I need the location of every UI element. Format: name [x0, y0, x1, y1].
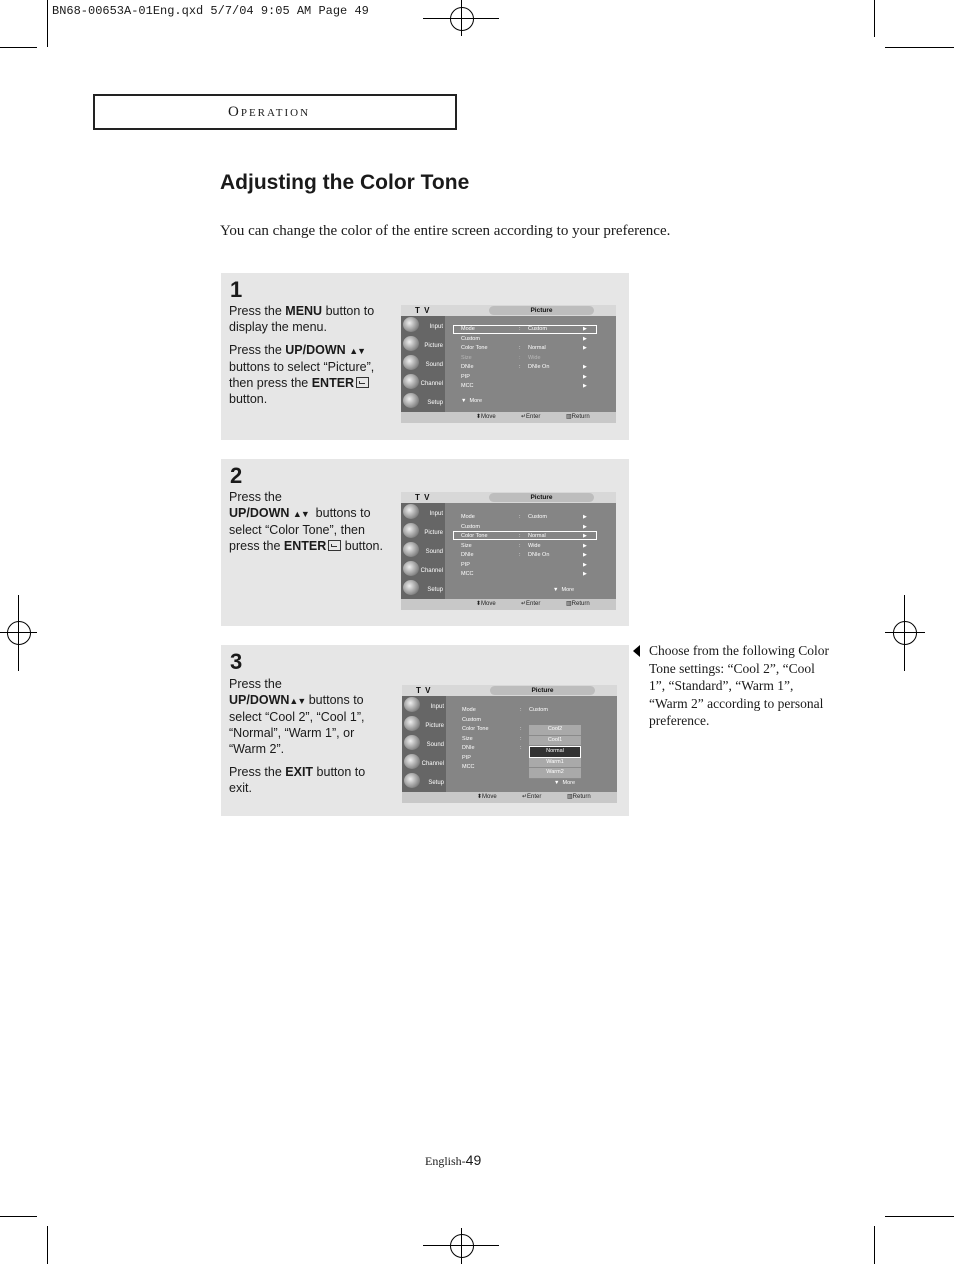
osd-selection-highlight	[453, 531, 597, 540]
input-icon	[403, 504, 419, 519]
side-item-label: Picture	[424, 530, 443, 536]
input-icon	[403, 317, 419, 332]
osd-row-key: Custom	[461, 335, 480, 342]
step-instructions: Press the UP/DOWN ▲▼ buttons to select “Color Tone”, then press the ENTER button.	[229, 490, 383, 553]
step-number: 2	[230, 463, 243, 488]
osd-row-key: Size	[462, 735, 473, 742]
picture-icon	[403, 336, 419, 351]
step-instructions: Press the MENU button to display the menu. Press the UP/DOWN ▲▼ buttons to select “Picture”, then press the ENTER button.	[229, 304, 375, 406]
osd-help-bar	[401, 412, 616, 423]
step-number: 3	[230, 649, 243, 674]
side-note: Choose from the following Color Tone settings: “Cool 2”, “Cool 1”, “Standard”, “Warm 1”, “Warm 2” according to personal preference.	[649, 643, 829, 728]
osd-row-value: Custom	[529, 707, 548, 713]
enter-icon	[356, 377, 369, 388]
side-item-label: Setup	[427, 400, 443, 406]
osd-row-key: Color Tone	[461, 345, 488, 351]
crop-mark	[0, 47, 37, 48]
side-item-label: Sound	[425, 362, 443, 368]
crop-mark	[461, 1228, 462, 1264]
crop-mark	[0, 1216, 37, 1217]
osd-row-key: Custom	[462, 716, 481, 723]
picture-icon	[404, 716, 420, 731]
enter-hint: ↵ Enter	[521, 414, 541, 420]
osd-row-key: PIP	[462, 754, 471, 761]
crop-mark	[904, 595, 905, 671]
crop-mark	[885, 632, 925, 633]
input-icon	[404, 697, 420, 712]
osd-row-key: Custom	[461, 523, 480, 530]
step-panel	[221, 459, 629, 626]
osd-row-key: DNIe	[462, 745, 475, 751]
return-hint: ▥ Return	[567, 794, 591, 800]
step-panel	[221, 273, 629, 440]
intro-text: You can change the color of the entire screen according to your preference.	[220, 223, 671, 239]
picture-icon	[403, 523, 419, 538]
registration-mark	[450, 7, 474, 31]
note-arrow-icon	[633, 645, 640, 657]
osd-row-key: Mode	[461, 326, 475, 332]
enter-hint: ↵ Enter	[522, 794, 542, 800]
step-instructions: Press the UP/DOWN▲▼ buttons to select “Cool 2”, “Cool 1”, “Normal”, “Warm 1”, or “Warm 2”. Press the EXIT button to exit.	[229, 677, 366, 795]
crop-mark	[461, 0, 462, 36]
side-item-label: Input	[430, 704, 444, 710]
osd-row-value: Normal	[528, 533, 546, 539]
osd-row-value: DNIe On	[528, 552, 550, 558]
osd-sidebar	[401, 316, 445, 412]
color-tone-dropdown	[529, 725, 581, 779]
registration-mark	[450, 1234, 474, 1258]
sound-icon	[403, 542, 419, 557]
osd-row-value: Wide	[528, 354, 541, 361]
osd-row-key: Mode	[461, 514, 475, 520]
osd-row-key: DNIe	[461, 364, 474, 370]
osd-more: ▼ More	[554, 780, 576, 786]
side-item-label: Channel	[420, 381, 443, 387]
enter-icon	[328, 540, 341, 551]
side-item-label: Picture	[424, 343, 443, 349]
sound-icon	[403, 355, 419, 370]
osd-row-value: Custom	[528, 326, 547, 332]
tv-menu-screen: T V Picture Input Picture Sound Channel Setup Mode : Custom ▶ Custom ▶ Color Tone : Normal ▶ Size : Wide DNIe : DNIe On ▶ PIP ▶ MCC ▶ ▼ More ⬍ Move ↵ Enter ▥ Return	[401, 305, 616, 423]
osd-row-key: PIP	[461, 373, 470, 380]
tone-option: Warm2	[529, 768, 581, 779]
side-item-label: Setup	[427, 587, 443, 593]
return-hint: ▥ Return	[566, 414, 590, 420]
tone-option: Cool1	[529, 736, 581, 747]
osd-row-key: Size	[461, 542, 472, 549]
up-down-icon: ▲▼	[289, 696, 306, 706]
crop-mark	[47, 1226, 48, 1264]
menu-title: Picture	[490, 686, 595, 695]
tv-label: T V	[415, 306, 431, 315]
sound-icon	[404, 735, 420, 750]
up-down-icon: ▲▼	[349, 346, 366, 356]
osd-row-key: Color Tone	[462, 726, 489, 732]
crop-mark	[47, 0, 48, 47]
page-footer	[425, 1152, 481, 1169]
osd-row-key: Size	[461, 354, 472, 361]
osd-row-key: DNIe	[461, 552, 474, 558]
side-item-label: Input	[429, 324, 443, 330]
osd-row-key: PIP	[461, 561, 470, 568]
osd-sidebar	[402, 696, 446, 792]
tv-label: T V	[415, 493, 431, 502]
menu-title: Picture	[489, 493, 594, 502]
move-hint: ⬍ Move	[476, 414, 496, 420]
osd-more: ▼ More	[461, 398, 483, 404]
osd-row-key: MCC	[461, 571, 474, 577]
setup-icon	[404, 773, 420, 788]
setup-icon	[403, 393, 419, 408]
crop-mark	[874, 0, 875, 37]
crop-mark	[885, 1216, 954, 1217]
side-item-label: Input	[429, 511, 443, 517]
channel-icon	[404, 754, 420, 769]
osd-sidebar	[401, 503, 445, 599]
osd-row-key: MCC	[461, 383, 474, 389]
osd-more: ▼ More	[553, 587, 575, 593]
osd-help-bar	[402, 792, 617, 803]
crop-mark	[874, 1226, 875, 1264]
return-hint: ▥ Return	[566, 601, 590, 607]
page-number: 49	[465, 1152, 482, 1168]
osd-row-key: Color Tone	[461, 533, 488, 539]
side-item-label: Channel	[421, 761, 444, 767]
osd-row-value: DNIe On	[528, 364, 550, 370]
page-title: Adjusting the Color Tone	[220, 171, 470, 194]
tv-menu-screen: T V Picture Input Picture Sound Channel Setup Mode : Custom ▶ Custom ▶ Color Tone : Normal ▶ Size : Wide ▶ DNIe : DNIe On ▶ PIP ▶ MCC ▶ ▼ More ⬍ Move ↵ Enter ▥ Return	[401, 492, 616, 610]
osd-row-value: Custom	[528, 514, 547, 520]
channel-icon	[403, 561, 419, 576]
side-item-label: Sound	[425, 549, 443, 555]
menu-title: Picture	[489, 306, 594, 315]
osd-row-value: Normal	[528, 345, 546, 351]
crop-mark	[885, 47, 954, 48]
osd-row-key: Mode	[462, 707, 476, 713]
tone-option-selected: Normal	[529, 746, 581, 758]
move-hint: ⬍ Move	[476, 601, 496, 607]
section-label-box	[93, 94, 457, 130]
osd-help-bar	[401, 599, 616, 610]
side-item-label: Setup	[428, 780, 444, 786]
osd-selection-highlight	[453, 325, 597, 334]
tone-option: Warm1	[529, 758, 581, 769]
section-label: OPERATION	[228, 104, 311, 120]
osd-row-key: MCC	[462, 764, 475, 770]
step-panel	[221, 645, 629, 816]
footer-language: English-	[425, 1154, 466, 1168]
side-item-label: Channel	[420, 568, 443, 574]
setup-icon	[403, 580, 419, 595]
crop-mark	[18, 595, 19, 671]
registration-mark	[7, 621, 31, 645]
enter-hint: ↵ Enter	[521, 601, 541, 607]
file-slug: BN68-00653A-01Eng.qxd 5/7/04 9:05 AM Page 49	[52, 4, 369, 18]
osd-row-value: Wide	[528, 542, 541, 549]
side-item-label: Sound	[426, 742, 444, 748]
tone-option: Cool2	[529, 725, 581, 736]
tv-label: T V	[416, 686, 432, 695]
side-item-label: Picture	[425, 723, 444, 729]
registration-mark	[893, 621, 917, 645]
move-hint: ⬍ Move	[477, 794, 497, 800]
up-down-icon: ▲▼	[292, 509, 309, 519]
step-number: 1	[230, 277, 243, 302]
tv-menu-screen: T V Picture Input Picture Sound Channel Setup Mode : Custom Custom Color Tone : Size : DNIe : PIP MCC ▼ More Cool2 Cool1 Normal Warm1 Warm2 ⬍ Move ↵ Enter ▥ Return	[402, 685, 617, 803]
channel-icon	[403, 374, 419, 389]
